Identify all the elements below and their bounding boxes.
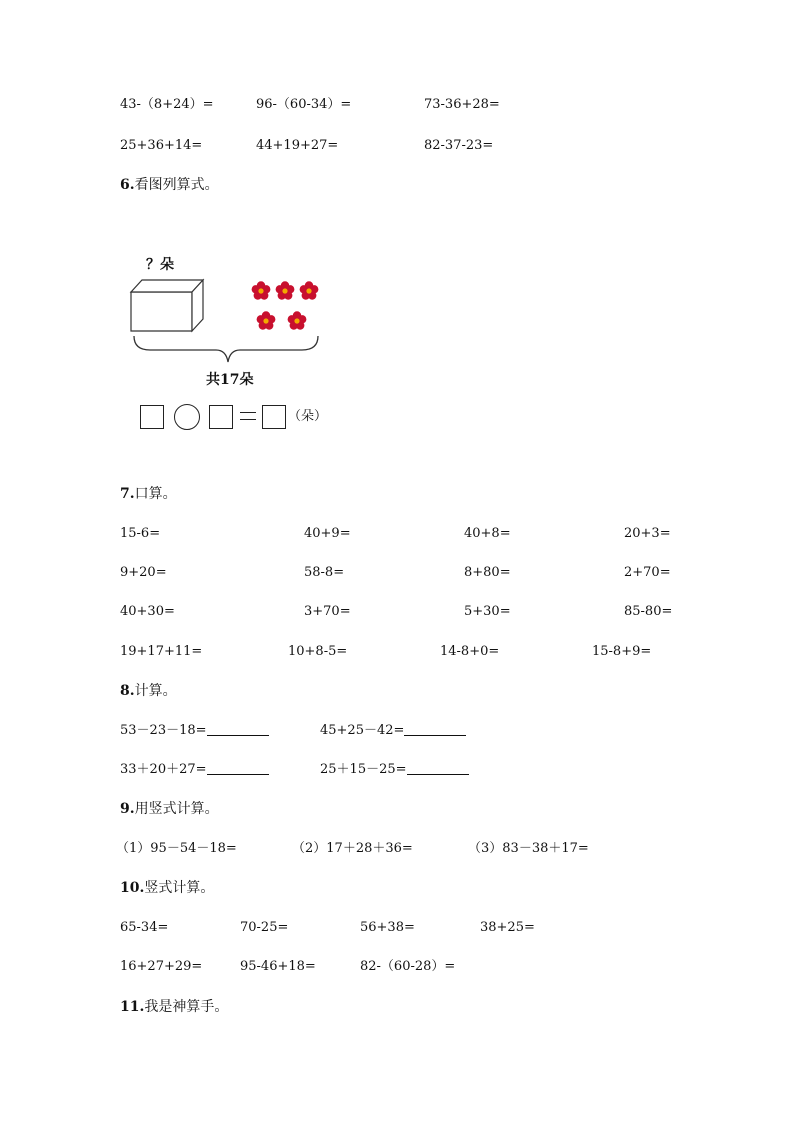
q7-heading	[120, 485, 177, 503]
flower-icon	[288, 311, 307, 329]
box-icon	[128, 277, 208, 335]
q10-expr: 16+27+29=	[120, 959, 203, 974]
q7-expr: 2+70=	[624, 565, 671, 580]
q8-expr: 53－23－18=	[120, 723, 207, 738]
q8-item	[320, 723, 466, 739]
q9-item: （3）83－38＋17=	[468, 841, 589, 856]
q10-title: 竖式计算。	[144, 880, 215, 896]
q11-title: 我是神算手。	[144, 999, 229, 1015]
answer-blank[interactable]	[404, 723, 466, 736]
total-count-label: 共17朵	[206, 372, 254, 388]
q7-expr: 20+3=	[624, 526, 671, 541]
q9-item: （1）95－54－18=	[116, 841, 237, 856]
answer-blank[interactable]	[207, 723, 269, 736]
q7-expr: 85-80=	[624, 604, 673, 619]
q9-number: 9.	[120, 801, 135, 817]
top-expr-2-3: 82-37-23=	[424, 138, 494, 153]
q8-item	[320, 762, 469, 778]
q10-expr: 82-（60-28）=	[360, 959, 456, 974]
answer-box-1[interactable]	[140, 405, 164, 429]
q10-expr: 95-46+18=	[240, 959, 316, 974]
q6-number: 6.	[120, 177, 135, 193]
q8-title: 计算。	[134, 683, 177, 699]
q10-expr: 38+25=	[480, 920, 535, 935]
answer-blank[interactable]	[207, 762, 269, 775]
q7-expr: 15-6=	[120, 526, 161, 541]
q7-expr: 40+8=	[464, 526, 511, 541]
top-expr-1-1: 43-（8+24）=	[120, 97, 214, 112]
q7-expr: 9+20=	[120, 565, 167, 580]
q7-expr: 19+17+11=	[120, 644, 203, 659]
q7-number: 7.	[120, 486, 135, 502]
top-expr-2-1: 25+36+14=	[120, 138, 203, 153]
q10-expr: 70-25=	[240, 920, 289, 935]
q9-heading	[120, 800, 219, 818]
q8-heading	[120, 682, 177, 700]
q9-title: 用竖式计算。	[134, 801, 219, 817]
q7-expr: 14-8+0=	[440, 644, 500, 659]
q6-title: 看图列算式。	[134, 177, 219, 193]
q7-expr: 40+30=	[120, 604, 175, 619]
flower-icon	[276, 281, 295, 299]
q7-expr: 5+30=	[464, 604, 511, 619]
q7-expr: 15-8+9=	[592, 644, 652, 659]
q7-expr: 10+8-5=	[288, 644, 348, 659]
q7-expr: 58-8=	[304, 565, 345, 580]
flower-icon	[252, 281, 271, 299]
answer-blank[interactable]	[407, 762, 469, 775]
q8-expr: 25＋15－25=	[320, 762, 407, 777]
q7-expr: 8+80=	[464, 565, 511, 580]
flowers-group	[248, 278, 324, 336]
equals-sign	[240, 410, 256, 422]
q6-heading	[120, 176, 219, 194]
q8-item	[120, 762, 269, 778]
q10-heading	[120, 879, 214, 897]
q11-number: 11.	[120, 999, 145, 1015]
q8-number: 8.	[120, 683, 135, 699]
q8-item	[120, 723, 269, 739]
flower-icon	[300, 281, 319, 299]
top-expr-1-2: 96-（60-34）=	[256, 97, 352, 112]
q11-heading	[120, 998, 228, 1016]
q7-title: 口算。	[134, 486, 177, 502]
q10-expr: 56+38=	[360, 920, 415, 935]
flower-icon	[257, 311, 276, 329]
unknown-count-label: ？朵	[146, 257, 174, 273]
q8-expr: 33＋20＋27=	[120, 762, 207, 777]
curly-brace	[128, 334, 324, 364]
top-expr-1-3: 73-36+28=	[424, 97, 500, 112]
q7-expr: 3+70=	[304, 604, 351, 619]
q10-number: 10.	[120, 880, 145, 896]
answer-box-3[interactable]	[262, 405, 286, 429]
q7-expr: 40+9=	[304, 526, 351, 541]
q9-item: （2）17＋28＋36=	[292, 841, 413, 856]
q8-expr: 45+25－42=	[320, 723, 405, 738]
answer-box-2[interactable]	[209, 405, 233, 429]
top-expr-2-2: 44+19+27=	[256, 138, 339, 153]
unit-label: （朵）	[288, 409, 328, 424]
operator-circle[interactable]	[174, 404, 200, 430]
q10-expr: 65-34=	[120, 920, 169, 935]
